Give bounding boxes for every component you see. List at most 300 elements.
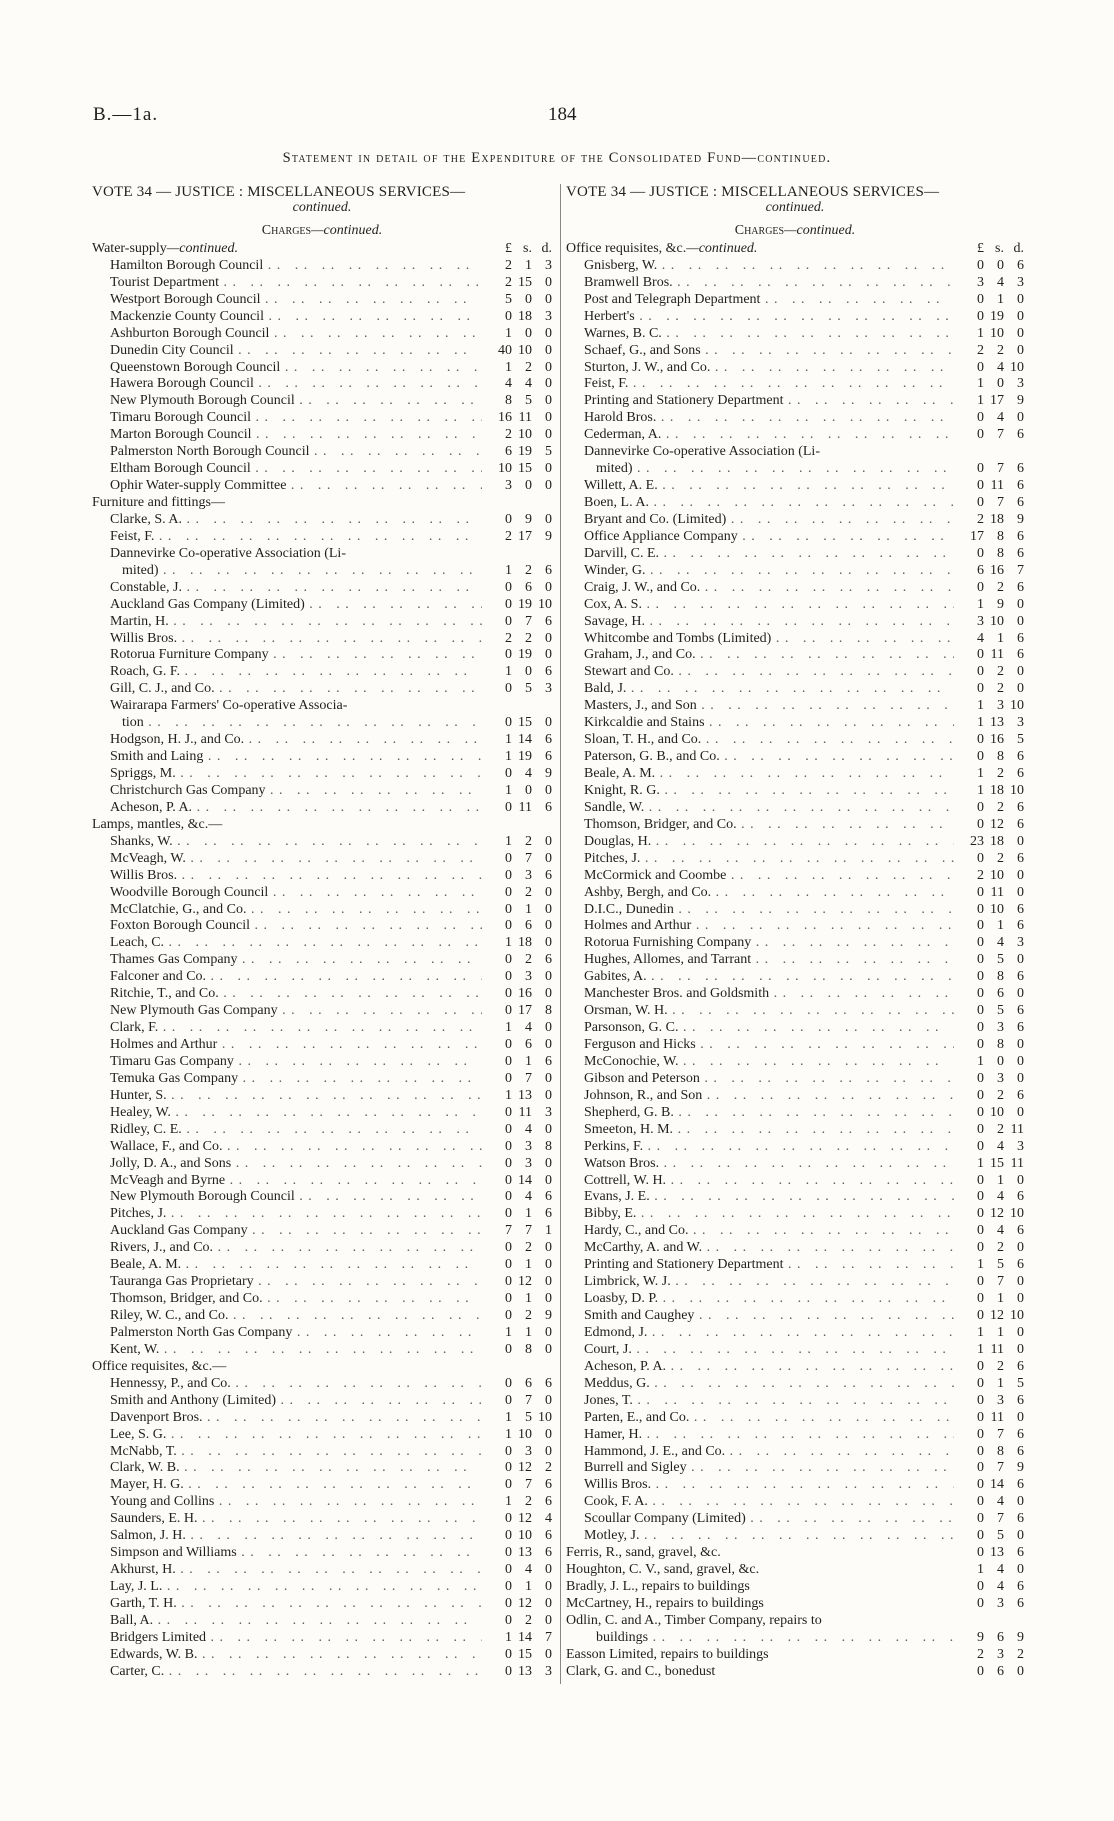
amount-pounds: 0	[977, 1375, 984, 1391]
amount-pence: 6	[545, 952, 552, 968]
expenditure-row	[92, 1205, 552, 1222]
amount-pence: 0	[1017, 596, 1024, 612]
amount-shillings: 1	[997, 1324, 1004, 1340]
amount-pounds: 0	[505, 969, 512, 985]
expenditure-row	[566, 867, 1024, 884]
amount-pounds: 40	[498, 342, 512, 358]
amount-pence: 0	[1017, 1104, 1024, 1120]
expenditure-row	[566, 850, 1024, 867]
amount-pounds: 2	[505, 257, 512, 273]
amount-pounds: 0	[505, 1595, 512, 1611]
payee-name: Akhurst, H. . .	[92, 1562, 482, 1578]
payee-name: Printing and Stationery Department . .	[566, 393, 954, 409]
amount-shillings: 7	[525, 1070, 532, 1086]
amount-pence: 0	[545, 647, 552, 663]
amount-pounds: 0	[977, 1545, 984, 1561]
vote-heading: VOTE 34 — JUSTICE : MISCELLANEOUS SERVICES—	[92, 184, 466, 200]
amount-pence: 0	[1017, 613, 1024, 629]
amount-shillings: 4	[997, 935, 1004, 951]
payee-name: Cox, A. S. . .	[566, 597, 954, 613]
amount-shillings: 6	[997, 1663, 1004, 1679]
payee-name: Kent, W. . .	[92, 1342, 482, 1358]
payee-name: Thomson, Bridger, and Co. . .	[566, 817, 954, 833]
amount-shillings: 7	[525, 1392, 532, 1408]
amount-pence: 6	[545, 1528, 552, 1544]
expenditure-row	[92, 545, 552, 562]
amount-pence: 7	[1017, 562, 1024, 578]
payee-name: Office Appliance Company . .	[566, 529, 954, 545]
amount-shillings: 3	[997, 1595, 1004, 1611]
amount-pounds: 0	[505, 986, 512, 1002]
amount-pence: 0	[545, 1612, 552, 1628]
amount-shillings: 15	[518, 461, 532, 477]
amount-shillings: 6	[525, 1037, 532, 1052]
amount-pence: 6	[1017, 579, 1024, 595]
amount-shillings: 0	[997, 376, 1004, 392]
amount-shillings: 3	[525, 867, 532, 883]
expenditure-row	[566, 951, 1024, 968]
amount-shillings: 19	[518, 647, 532, 663]
amount-shillings: 18	[990, 782, 1004, 798]
amount-pence: 6	[545, 867, 552, 883]
payee-name: D.I.C., Dunedin . .	[566, 902, 954, 918]
amount-pounds: 0	[505, 766, 512, 781]
expenditure-row	[92, 1256, 552, 1273]
payee-name: McCarthy, A. and W. . .	[566, 1240, 954, 1256]
amount-pounds: 0	[977, 495, 984, 510]
amount-pence: 3	[545, 1104, 552, 1120]
amount-pence: 0	[545, 1070, 552, 1086]
expenditure-row	[92, 1307, 552, 1324]
payee-name: Loasby, D. P. . .	[566, 1291, 954, 1307]
amount-shillings: 2	[525, 630, 532, 646]
amount-pounds: 1	[505, 562, 512, 578]
payee-name: Cook, F. A. . .	[566, 1494, 954, 1510]
amount-shillings: 8	[997, 749, 1004, 765]
amount-shillings: 0	[525, 325, 532, 341]
amount-pence: 0	[545, 1324, 552, 1340]
amount-pence: 6	[545, 1494, 552, 1510]
amount-pounds: 0	[505, 1053, 512, 1069]
payee-name: Hodgson, H. J., and Co. . .	[92, 732, 482, 748]
amount-pence: 6	[1017, 647, 1024, 663]
amount-pounds: 0	[977, 884, 984, 900]
expenditure-row	[566, 1172, 1024, 1189]
section-heading	[92, 816, 552, 833]
payee-name: Queenstown Borough Council . .	[92, 360, 482, 376]
amount-pence: 6	[1017, 478, 1024, 494]
amount-pounds: 0	[977, 1223, 984, 1239]
amount-pounds: 0	[977, 850, 984, 866]
amount-pounds: 1	[977, 393, 984, 409]
amount-pence: 0	[545, 410, 552, 426]
amount-pounds: 6	[505, 444, 512, 460]
amount-pounds: 0	[505, 1612, 512, 1628]
expenditure-row	[566, 426, 1024, 443]
amount-pence: 6	[1017, 1426, 1024, 1442]
expenditure-row	[566, 579, 1024, 596]
amount-pounds: 0	[977, 461, 984, 477]
amount-pence: 0	[545, 833, 552, 849]
amount-shillings: 16	[990, 562, 1004, 578]
amount-shillings: 13	[518, 1663, 532, 1679]
amount-shillings: 5	[997, 1003, 1004, 1019]
amount-pounds: 0	[505, 511, 512, 527]
amount-pence: 6	[1017, 427, 1024, 443]
amount-pounds: 0	[977, 1020, 984, 1036]
expenditure-row	[92, 359, 552, 376]
expenditure-row	[92, 528, 552, 545]
amount-pence: 9	[545, 528, 552, 544]
amount-shillings: 1	[525, 1257, 532, 1273]
amount-pounds: 1	[505, 325, 512, 341]
expenditure-row	[92, 901, 552, 918]
amount-pence: 6	[545, 1189, 552, 1205]
expenditure-row	[566, 697, 1024, 714]
amount-pence: 2	[1017, 1646, 1024, 1662]
expenditure-row	[566, 833, 1024, 850]
payee-name: McCormick and Coombe . .	[566, 868, 954, 884]
amount-shillings: 12	[990, 1308, 1004, 1323]
payee-name: Ferris, R., sand, gravel, &c.	[566, 1545, 721, 1561]
amount-pence: 4	[545, 1511, 552, 1527]
amount-pounds: 0	[505, 681, 512, 697]
amount-pounds: 6	[977, 562, 984, 578]
amount-shillings: 2	[997, 850, 1004, 866]
payee-name: Acheson, P. A. . .	[566, 1359, 954, 1375]
amount-pence: 0	[1017, 1663, 1024, 1679]
amount-pounds: 1	[505, 1020, 512, 1036]
amount-pence: 6	[1017, 1257, 1024, 1273]
expenditure-row	[566, 1493, 1024, 1510]
amount-pence: 6	[1017, 257, 1024, 273]
amount-pounds: 0	[505, 1291, 512, 1307]
amount-shillings: 6	[997, 986, 1004, 1002]
payee-name: Roach, G. F. . .	[92, 664, 482, 680]
expenditure-row	[92, 647, 552, 664]
amount-pounds: 2	[977, 342, 984, 358]
payee-name: Shepherd, G. B. . .	[566, 1105, 954, 1121]
payee-name: Savage, H. . .	[566, 614, 954, 630]
payee-name: Burrell and Sigley . .	[566, 1460, 954, 1476]
amount-shillings: 8	[997, 545, 1004, 561]
payee-name: Orsman, W. H. . .	[566, 1003, 954, 1019]
amount-pence: 0	[1017, 1070, 1024, 1086]
amount-pounds: 0	[505, 918, 512, 934]
expenditure-row	[92, 1053, 552, 1070]
amount-shillings: 10	[990, 867, 1004, 883]
amount-pounds: 1	[977, 766, 984, 781]
amount-pounds: 0	[977, 1477, 984, 1493]
amount-pounds: 1	[505, 1629, 512, 1645]
expenditure-row	[566, 1290, 1024, 1307]
payee-name: Gnisberg, W. . .	[566, 258, 954, 274]
expenditure-row	[92, 257, 552, 274]
amount-pounds: 1	[977, 596, 984, 612]
expenditure-row	[92, 1273, 552, 1290]
amount-pounds: 1	[977, 1324, 984, 1340]
payee-name: Manchester Bros. and Goldsmith . .	[566, 986, 954, 1002]
expenditure-row	[92, 579, 552, 596]
amount-shillings: 12	[518, 1595, 532, 1611]
amount-pounds: 0	[505, 1003, 512, 1019]
amount-pounds: 0	[977, 308, 984, 324]
expenditure-row	[92, 782, 552, 799]
amount-pence: 0	[545, 1240, 552, 1256]
amount-pence: 0	[1017, 884, 1024, 900]
amount-pence: 0	[545, 427, 552, 443]
amount-shillings: 11	[990, 647, 1004, 663]
amount-pounds: 0	[505, 1240, 512, 1256]
document-reference: B.—1a.	[93, 104, 159, 125]
expenditure-row	[92, 714, 552, 731]
payee-name: Dannevirke Co-operative Association (Li-	[110, 545, 346, 561]
expenditure-row	[92, 867, 552, 884]
amount-shillings: 18	[990, 511, 1004, 527]
amount-shillings: 4	[997, 1579, 1004, 1594]
amount-shillings: 8	[997, 528, 1004, 544]
expenditure-row	[92, 460, 552, 477]
amount-pence: 0	[545, 630, 552, 646]
amount-shillings: 19	[518, 596, 532, 612]
amount-shillings: 15	[990, 1155, 1004, 1171]
amount-pence: 0	[545, 1443, 552, 1459]
amount-pounds: 0	[977, 291, 984, 307]
payee-name: Hawera Borough Council . .	[92, 376, 482, 392]
expenditure-row	[566, 1070, 1024, 1087]
amount-shillings: 1	[997, 1375, 1004, 1391]
amount-shillings: 0	[997, 257, 1004, 273]
amount-pounds: 0	[505, 1121, 512, 1137]
amount-shillings: 14	[518, 732, 532, 748]
expenditure-row	[566, 1561, 1024, 1578]
amount-pounds: 0	[977, 969, 984, 985]
amount-pounds: 0	[977, 1392, 984, 1408]
amount-pence: 0	[1017, 986, 1024, 1002]
amount-pounds: 0	[977, 1240, 984, 1256]
amount-pence: 2	[545, 1460, 552, 1476]
amount-shillings: 10	[990, 325, 1004, 341]
amount-shillings: 0	[525, 291, 532, 307]
amount-pence: 6	[1017, 461, 1024, 477]
amount-shillings: 8	[997, 969, 1004, 985]
expenditure-row	[566, 477, 1024, 494]
expenditure-row	[566, 663, 1024, 680]
currency-header-shillings: s.	[995, 240, 1004, 256]
payee-name: Tauranga Gas Proprietary . .	[92, 1274, 482, 1290]
expenditure-row	[566, 1002, 1024, 1019]
amount-shillings: 11	[990, 884, 1004, 900]
amount-shillings: 11	[518, 1104, 532, 1120]
section-heading	[566, 240, 1024, 257]
amount-shillings: 3	[525, 1138, 532, 1154]
amount-shillings: 10	[518, 427, 532, 443]
payee-name: Shanks, W. . .	[92, 834, 482, 850]
amount-pounds: 0	[505, 799, 512, 815]
amount-shillings: 4	[525, 1562, 532, 1578]
payee-name: Christchurch Gas Company . .	[92, 783, 482, 799]
amount-pounds: 0	[977, 1358, 984, 1374]
amount-pounds: 0	[977, 1172, 984, 1188]
amount-pence: 6	[1017, 1595, 1024, 1611]
expenditure-row	[566, 1646, 1024, 1663]
expenditure-row	[566, 392, 1024, 409]
amount-shillings: 1	[525, 1579, 532, 1594]
payee-name: Young and Collins . .	[92, 1494, 482, 1510]
amount-pence: 10	[1010, 1206, 1024, 1222]
expenditure-row	[566, 1341, 1024, 1358]
expenditure-row	[566, 816, 1024, 833]
expenditure-row	[566, 1544, 1024, 1561]
amount-pounds: 0	[505, 1477, 512, 1493]
amount-shillings: 1	[997, 918, 1004, 934]
expenditure-row	[566, 376, 1024, 393]
amount-pounds: 0	[977, 952, 984, 968]
amount-shillings: 2	[525, 884, 532, 900]
amount-pence: 0	[1017, 1562, 1024, 1578]
amount-shillings: 17	[518, 528, 532, 544]
payee-name: Office requisites, &c.—	[92, 1358, 227, 1374]
amount-shillings: 4	[997, 410, 1004, 426]
payee-name: Gabites, A. . .	[566, 969, 954, 985]
payee-name: Thames Gas Company . .	[92, 952, 482, 968]
amount-pence: 6	[1017, 1511, 1024, 1527]
amount-pounds: 0	[505, 715, 512, 731]
expenditure-row	[92, 985, 552, 1002]
amount-pounds: 1	[977, 715, 984, 731]
amount-pounds: 0	[505, 1341, 512, 1357]
amount-pounds: 0	[505, 1172, 512, 1188]
amount-pounds: 0	[977, 1087, 984, 1103]
amount-pence: 0	[545, 579, 552, 595]
expenditure-row	[92, 1544, 552, 1561]
expenditure-row	[92, 1476, 552, 1493]
amount-pence: 0	[545, 461, 552, 477]
amount-pence: 9	[545, 1308, 552, 1323]
payee-name: Mayer, H. G. . .	[92, 1477, 482, 1493]
amount-pounds: 2	[505, 528, 512, 544]
payee-name: Beale, A. M. . .	[566, 766, 954, 782]
amount-pounds: 0	[505, 1646, 512, 1662]
expenditure-row	[92, 1443, 552, 1460]
payee-name: Office requisites, &c.—continued.	[566, 240, 758, 256]
expenditure-row	[92, 1493, 552, 1510]
amount-pence: 10	[1010, 698, 1024, 714]
amount-pounds: 0	[505, 867, 512, 883]
section-heading	[92, 240, 552, 257]
amount-shillings: 7	[525, 1223, 532, 1239]
amount-pounds: 1	[505, 1426, 512, 1442]
amount-pence: 0	[1017, 833, 1024, 849]
payee-name: Lee, S. G. . .	[92, 1427, 482, 1443]
expenditure-row	[92, 613, 552, 630]
amount-shillings: 2	[997, 1240, 1004, 1256]
amount-shillings: 2	[525, 952, 532, 968]
amount-pounds: 1	[977, 1053, 984, 1069]
amount-shillings: 9	[997, 596, 1004, 612]
expenditure-row	[92, 1561, 552, 1578]
payee-name: Gibson and Peterson . .	[566, 1071, 954, 1087]
payee-name: Jolly, D. A., and Sons . .	[92, 1156, 482, 1172]
amount-pence: 0	[1017, 410, 1024, 426]
amount-pence: 0	[545, 1562, 552, 1578]
payee-name: Willis Bros. . .	[92, 631, 482, 647]
amount-pence: 10	[538, 596, 552, 612]
expenditure-row	[92, 1155, 552, 1172]
amount-pounds: 0	[505, 1206, 512, 1222]
expenditure-row	[92, 562, 552, 579]
payee-name: Ritchie, T., and Co. . .	[92, 986, 482, 1002]
vote-continued: continued.	[292, 200, 352, 215]
expenditure-row	[566, 1663, 1024, 1680]
expenditure-row	[566, 630, 1024, 647]
amount-shillings: 15	[518, 1646, 532, 1662]
amount-pounds: 0	[505, 1579, 512, 1594]
payee-name: Holmes and Arthur . .	[92, 1037, 482, 1053]
payee-name: Clark, F. . .	[92, 1020, 482, 1036]
amount-shillings: 6	[525, 918, 532, 934]
payee-name: Leach, C. . .	[92, 935, 482, 951]
amount-pence: 0	[545, 918, 552, 934]
payee-name: Bibby, E. . .	[566, 1206, 954, 1222]
amount-pounds: 0	[977, 579, 984, 595]
amount-shillings: 7	[997, 1460, 1004, 1476]
amount-pence: 6	[1017, 918, 1024, 934]
expenditure-row	[566, 1239, 1024, 1256]
amount-shillings: 4	[525, 766, 532, 781]
amount-shillings: 12	[990, 1206, 1004, 1222]
payee-name: Simpson and Williams . .	[92, 1545, 482, 1561]
amount-pence: 6	[545, 562, 552, 578]
payee-name: Furniture and fittings—	[92, 495, 225, 510]
page-number: 184	[548, 104, 577, 125]
amount-pence: 11	[1010, 1155, 1024, 1171]
amount-pence: 0	[1017, 1494, 1024, 1510]
payee-name: Salmon, J. H. . .	[92, 1528, 482, 1544]
amount-pounds: 0	[505, 1460, 512, 1476]
amount-pounds: 1	[977, 698, 984, 714]
amount-shillings: 2	[525, 833, 532, 849]
expenditure-row	[566, 1460, 1024, 1477]
amount-pounds: 1	[505, 1324, 512, 1340]
payee-name: Smeeton, H. M. . .	[566, 1122, 954, 1138]
amount-pounds: 1	[977, 782, 984, 798]
payee-name: Gill, C. J., and Co. . .	[92, 681, 482, 697]
expenditure-row	[566, 1104, 1024, 1121]
expenditure-row	[566, 765, 1024, 782]
amount-shillings: 4	[525, 376, 532, 392]
expenditure-row	[92, 850, 552, 867]
amount-pounds: 1	[505, 732, 512, 748]
payee-name: Evans, J. E. . .	[566, 1189, 954, 1205]
amount-shillings: 10	[518, 1426, 532, 1442]
expenditure-row	[566, 1358, 1024, 1375]
amount-pence: 6	[1017, 1087, 1024, 1103]
amount-pounds: 0	[505, 850, 512, 866]
amount-pounds: 2	[505, 274, 512, 290]
amount-pence: 0	[1017, 1341, 1024, 1357]
amount-shillings: 10	[990, 1104, 1004, 1120]
amount-shillings: 13	[990, 715, 1004, 731]
expenditure-row	[92, 1239, 552, 1256]
amount-shillings: 7	[997, 1274, 1004, 1290]
amount-shillings: 0	[997, 1053, 1004, 1069]
amount-pence: 0	[1017, 664, 1024, 680]
currency-header-pence: d.	[541, 240, 552, 256]
amount-pounds: 0	[977, 918, 984, 934]
payee-name: Constable, J. . .	[92, 580, 482, 596]
amount-pence: 0	[545, 715, 552, 731]
